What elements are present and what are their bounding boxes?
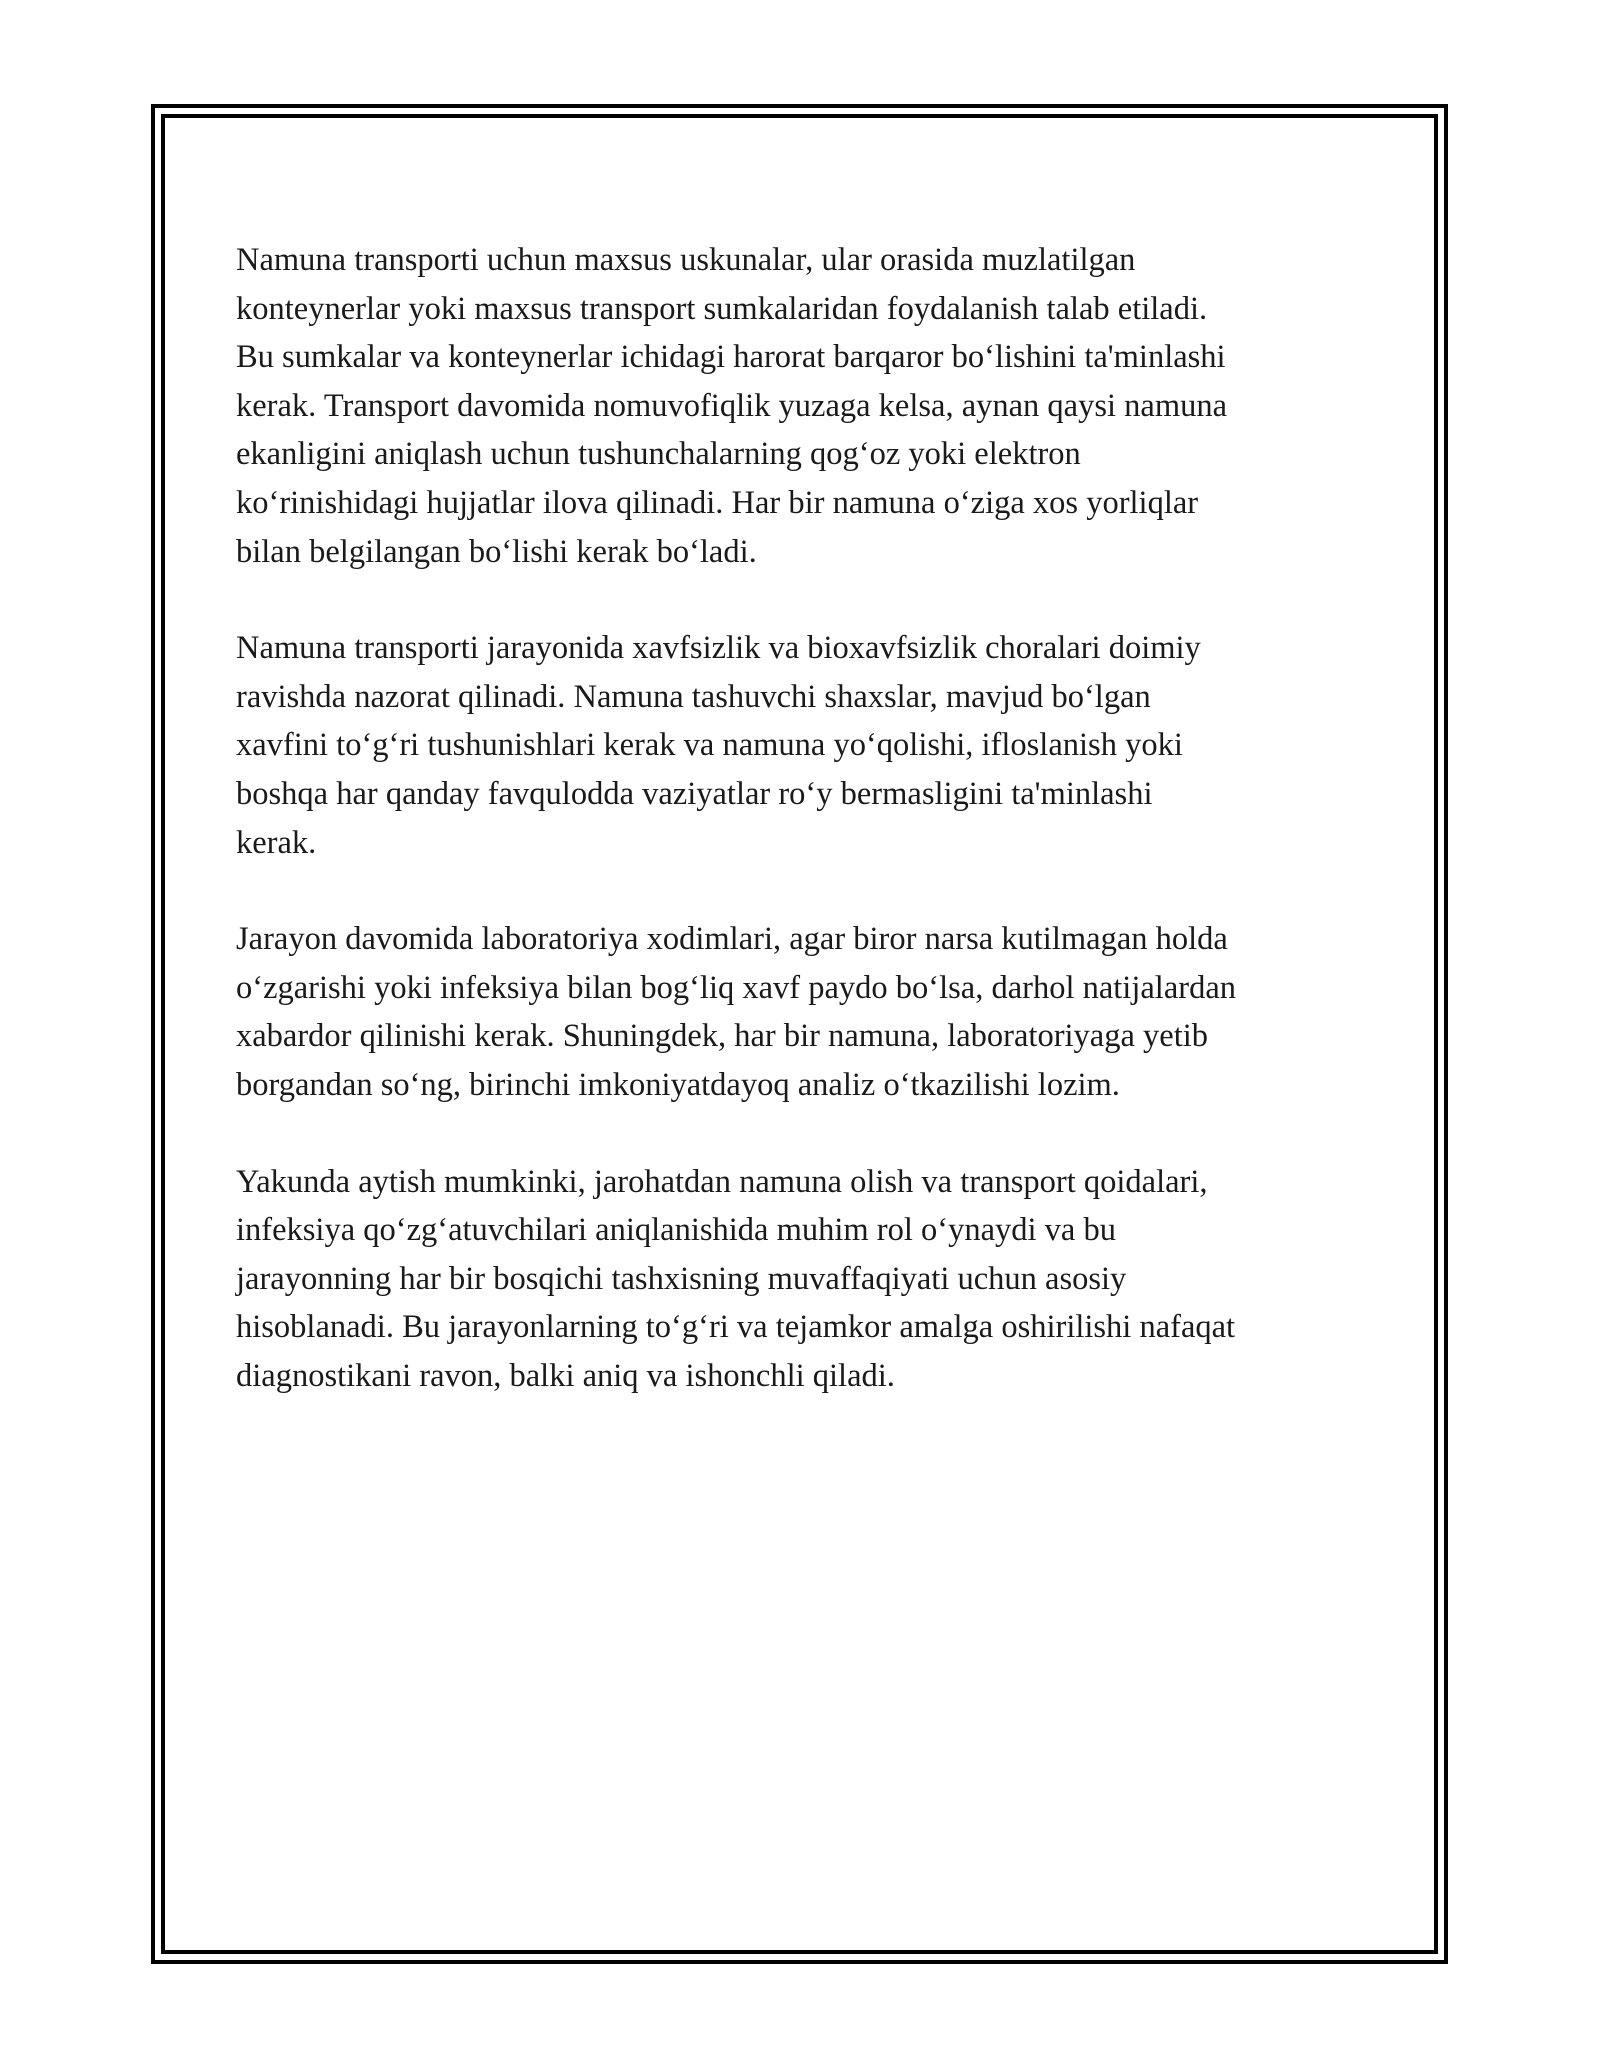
paragraph-3 (236, 915, 1386, 1109)
paragraph-2 (236, 624, 1386, 867)
text-line: ravishda nazorat qilinadi. Namuna tashuvchi shaxslar, mavjud bo‘lgan (236, 678, 1151, 715)
paragraph-1 (236, 236, 1386, 576)
text-line: bilan belgilangan bo‘lishi kerak bo‘ladi. (236, 533, 757, 570)
text-line: Namuna transporti uchun maxsus uskunalar, ular orasida muzlatilgan (236, 242, 1136, 278)
paragraph-4 (236, 1158, 1386, 1401)
text-line: xavfini to‘g‘ri tushunishlari kerak va namuna yo‘qolishi, ifloslanish yoki (236, 727, 1183, 764)
text-line: borgandan so‘ng, birinchi imkoniyatdayoq analiz o‘tkazilishi lozim. (236, 1066, 1120, 1103)
text-line: o‘zgarishi yoki infeksiya bilan bog‘liq xavf paydo bo‘lsa, darhol natijalardan (236, 969, 1236, 1006)
text-line: Bu sumkalar va konteynerlar ichidagi harorat barqaror bo‘lishini ta'minlashi (236, 339, 1226, 376)
text-line: hisoblanadi. Bu jarayonlarning to‘g‘ri va tejamkor amalga oshirilishi nafaqat (236, 1309, 1236, 1346)
text-line: Yakunda aytish mumkinki, jarohatdan namuna olish va transport qoidalari, (236, 1163, 1208, 1200)
text-line: diagnostikani ravon, balki aniq va ishonchli qiladi. (236, 1357, 895, 1394)
text-line: xabardor qilinishi kerak. Shuningdek, har bir namuna, laboratoriyaga yetib (236, 1018, 1209, 1055)
text-line: kerak. (236, 824, 317, 861)
text-line: Namuna transporti jarayonida xavfsizlik va bioxavfsizlik choralari doimiy (236, 630, 1201, 667)
text-line: konteynerlar yoki maxsus transport sumkalaridan foydalanish talab etiladi. (236, 290, 1208, 327)
text-line: jarayonning har bir bosqichi tashxisning muvaffaqiyati uchun asosiy (236, 1260, 1127, 1297)
text-line: ko‘rinishidagi hujjatlar ilova qilinadi. Har bir namuna o‘ziga xos yorliqlar (236, 484, 1199, 521)
document-body (236, 236, 1386, 1448)
text-line: infeksiya qo‘zg‘atuvchilari aniqlanishida muhim rol o‘ynaydi va bu (236, 1212, 1116, 1249)
text-line: ekanligini aniqlash uchun tushunchalarning qog‘oz yoki elektron (236, 436, 1081, 473)
text-line: boshqa har qanday favqulodda vaziyatlar ro‘y bermasligini ta'minlashi (236, 775, 1153, 812)
text-line: kerak. Transport davomida nomuvofiqlik yuzaga kelsa, aynan qaysi namuna (236, 387, 1228, 424)
text-line: Jarayon davomida laboratoriya xodimlari, agar biror narsa kutilmagan holda (236, 921, 1228, 958)
